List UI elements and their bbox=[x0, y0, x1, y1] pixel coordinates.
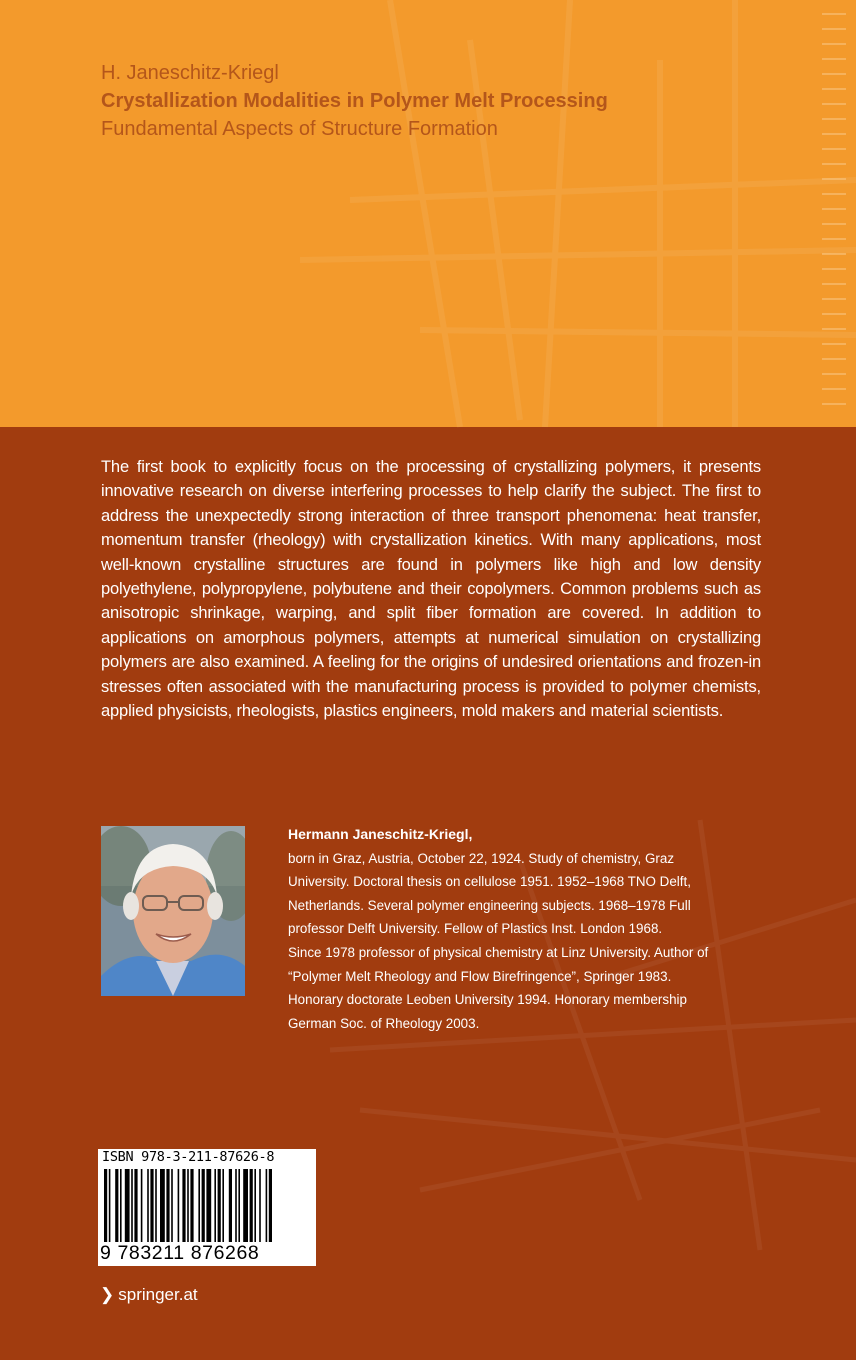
bio-author-name: Hermann Janeschitz-Kriegl, bbox=[288, 826, 473, 842]
barcode-bar bbox=[202, 1169, 205, 1242]
bio-line: professor Delft University. Fellow of Plastics Inst. London 1968. bbox=[288, 921, 663, 937]
barcode-bar bbox=[214, 1169, 216, 1242]
barcode-bar bbox=[250, 1169, 253, 1242]
barcode-bar bbox=[150, 1169, 153, 1242]
publisher-website[interactable] bbox=[100, 1283, 198, 1307]
barcode-bar bbox=[155, 1169, 157, 1242]
bio-line: German Soc. of Rheology 2003. bbox=[288, 1015, 480, 1031]
barcode-bar bbox=[229, 1169, 232, 1242]
website-label: springer.at bbox=[118, 1285, 198, 1304]
bio-line: Netherlands. Several polymer engineering subjects. 1968–1978 Full bbox=[288, 897, 691, 913]
barcode-bar bbox=[141, 1169, 143, 1242]
barcode-bar bbox=[182, 1169, 185, 1242]
bio-line: Honorary doctorate Leoben University 1994. Honorary membership bbox=[288, 992, 687, 1008]
author-name: H. Janeschitz-Kriegl bbox=[101, 62, 279, 84]
barcode-bar bbox=[190, 1169, 193, 1242]
chevron-right-icon: ❯ bbox=[100, 1285, 115, 1304]
bio-line: born in Graz, Austria, October 22, 1924. Study of chemistry, Graz bbox=[288, 850, 675, 866]
barcode-bar bbox=[222, 1169, 224, 1242]
book-subtitle: Fundamental Aspects of Structure Formation bbox=[101, 118, 498, 140]
barcode-bar bbox=[178, 1169, 180, 1242]
book-title: Crystallization Modalities in Polymer Melt Processing bbox=[101, 90, 608, 112]
cover-header bbox=[101, 60, 801, 143]
barcode-bar bbox=[259, 1169, 261, 1242]
ean-digits: 9 783211 876268 bbox=[100, 1242, 260, 1264]
bio-line: Since 1978 professor of physical chemistry at Linz University. Author of bbox=[288, 944, 709, 960]
barcode-bars bbox=[104, 1169, 312, 1242]
barcode-bar bbox=[187, 1169, 189, 1242]
barcode-bar bbox=[254, 1169, 256, 1242]
barcode-bar bbox=[134, 1169, 137, 1242]
barcode-bar bbox=[171, 1169, 173, 1242]
barcode-bar bbox=[115, 1169, 118, 1242]
barcode-bar bbox=[125, 1169, 130, 1242]
barcode-bar bbox=[160, 1169, 165, 1242]
barcode-bar bbox=[266, 1169, 268, 1242]
barcode-bar bbox=[104, 1169, 107, 1242]
barcode-bar bbox=[147, 1169, 149, 1242]
isbn-barcode bbox=[98, 1149, 316, 1266]
barcode-bar bbox=[166, 1169, 169, 1242]
barcode-bar bbox=[198, 1169, 200, 1242]
barcode-bar bbox=[269, 1169, 272, 1242]
barcode-bar bbox=[243, 1169, 248, 1242]
barcode-bar bbox=[218, 1169, 221, 1242]
barcode-bar bbox=[238, 1169, 240, 1242]
author-biography bbox=[288, 823, 748, 1035]
barcode-bar bbox=[120, 1169, 122, 1242]
barcode-bar bbox=[131, 1169, 133, 1242]
bio-line: “Polymer Melt Rheology and Flow Birefringence”, Springer 1983. bbox=[288, 968, 672, 984]
book-description: The first book to explicitly focus on the processing of crystallizing polymers, it presents innovative research on diverse interfering processes to help clarify the subject. The first to address the unexpectedly strong interaction of three transport phenomena: heat transfer, momentum transfer (rheology) with crystallization kinetics. With many applications, most well-known crystalline structures are found in polymers like high and low density polyethylene, polypropylene, polybutene and their copolymers. Common problems such as anisotropic shrinkage, warping, and split fiber formation are covered. In addition to applications on amorphous polymers, attempts at numerical simulation on crystallizing polymers are also examined. A feeling for the origins of undesired orientations and frozen-in stresses often associated with the manufacturing process is provided to polymer chemists, applied physicists, rheologists, plastics engineers, mold makers and material scientists. bbox=[101, 458, 761, 721]
author-photo bbox=[101, 826, 245, 996]
barcode-bar bbox=[109, 1169, 111, 1242]
barcode-bar bbox=[206, 1169, 211, 1242]
barcode-bar bbox=[235, 1169, 237, 1242]
isbn-number: ISBN 978-3-211-87626-8 bbox=[102, 1149, 275, 1165]
bio-line: University. Doctoral thesis on cellulose 1951. 1952–1968 TNO Delft, bbox=[288, 874, 691, 890]
